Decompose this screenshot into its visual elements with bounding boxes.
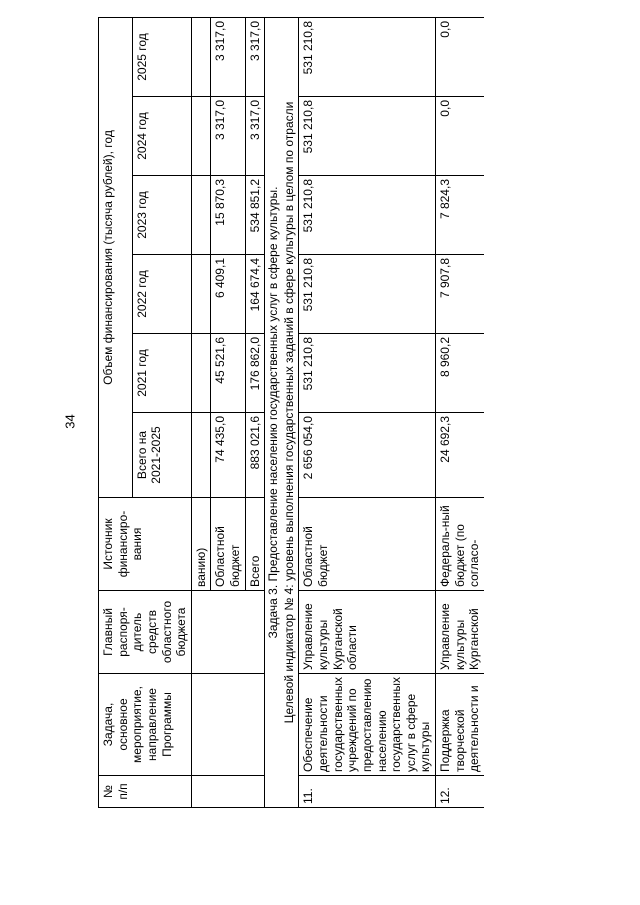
header-year: 2023 год xyxy=(132,176,191,255)
table-cell xyxy=(191,334,211,413)
table-cell xyxy=(191,97,211,176)
table-row xyxy=(299,18,436,808)
value-cell: 3 317,0 xyxy=(211,97,245,176)
header-manager: Главный распоря-дитель средств областного бюджета xyxy=(99,591,192,674)
value-cell: 531 210,8 xyxy=(299,334,436,413)
row-source: Областной бюджет xyxy=(299,498,436,591)
header-num: № п/п xyxy=(99,776,192,808)
row-task: Поддержка творческой деятельности и xyxy=(436,674,484,776)
header-year: 2021 год xyxy=(132,334,191,413)
total-cell: 24 692,3 xyxy=(436,413,484,498)
table-cell xyxy=(191,18,211,97)
rotated-table-container xyxy=(98,18,482,808)
row-task: Обеспечение деятельности государственных учреждений по предоставлению населению государственных услуг в сфере культуры xyxy=(299,674,436,776)
value-cell: 3 317,0 xyxy=(211,18,245,97)
value-cell: 0,0 xyxy=(436,18,484,97)
header-task: Задача, основное мероприятие, направление Программы xyxy=(99,674,192,776)
page-number: 34 xyxy=(62,414,78,429)
row-manager: Управление культуры Курганской области xyxy=(299,591,436,674)
value-cell: 7 907,8 xyxy=(436,255,484,334)
header-year: 2022 год xyxy=(132,255,191,334)
value-cell: 531 210,8 xyxy=(299,97,436,176)
value-cell: 7 824,3 xyxy=(436,176,484,255)
task3-indicator: Целевой индикатор № 4: уровень выполнения государственных заданий в сфере культуры в целом по отрасли xyxy=(281,101,296,724)
value-cell: 45 521,6 xyxy=(211,334,245,413)
total-cell: 2 656 054,0 xyxy=(299,413,436,498)
row-source: Федераль-ный бюджет (по согласо- xyxy=(436,498,484,591)
header-year: 2025 год xyxy=(132,18,191,97)
carry-task xyxy=(191,674,265,776)
header-volume: Объем финансирования (тысяча рублей), год xyxy=(99,18,133,498)
carry-row-tail xyxy=(191,18,211,808)
header-row xyxy=(99,18,133,808)
value-cell: 3 317,0 xyxy=(245,97,265,176)
header-source: Источник финансиро-вания xyxy=(99,498,192,591)
task3-banner xyxy=(265,18,299,808)
task3-title: Задача 3. Предоставление населению государственных услуг в сфере культуры. xyxy=(266,186,281,639)
value-cell: 176 862,0 xyxy=(245,334,265,413)
header-total: Всего на 2021-2025 xyxy=(132,413,191,498)
value-cell: 6 409,1 xyxy=(211,255,245,334)
value-cell: 534 851,2 xyxy=(245,176,265,255)
value-cell: 531 210,8 xyxy=(299,255,436,334)
table-cell xyxy=(191,255,211,334)
task3-banner-row xyxy=(265,18,299,808)
row-num: 12. xyxy=(436,776,484,808)
source-cell: Всего xyxy=(245,498,265,591)
row-manager: Управление культуры Курганской xyxy=(436,591,484,674)
total-cell: 74 435,0 xyxy=(211,413,245,498)
value-cell: 531 210,8 xyxy=(299,18,436,97)
total-cell: 883 021,6 xyxy=(245,413,265,498)
carry-manager xyxy=(191,591,265,674)
table-row xyxy=(436,18,484,808)
financing-table xyxy=(98,17,484,808)
carry-source-tail: ванию) xyxy=(191,498,211,591)
value-cell: 3 317,0 xyxy=(245,18,265,97)
table-cell xyxy=(191,176,211,255)
source-cell: Областной бюджет xyxy=(211,498,245,591)
value-cell: 8 960,2 xyxy=(436,334,484,413)
value-cell: 531 210,8 xyxy=(299,176,436,255)
value-cell: 0,0 xyxy=(436,97,484,176)
carry-num xyxy=(191,776,265,808)
table-cell xyxy=(191,413,211,498)
row-num: 11. xyxy=(299,776,436,808)
value-cell: 164 674,4 xyxy=(245,255,265,334)
value-cell: 15 870,3 xyxy=(211,176,245,255)
header-year: 2024 год xyxy=(132,97,191,176)
